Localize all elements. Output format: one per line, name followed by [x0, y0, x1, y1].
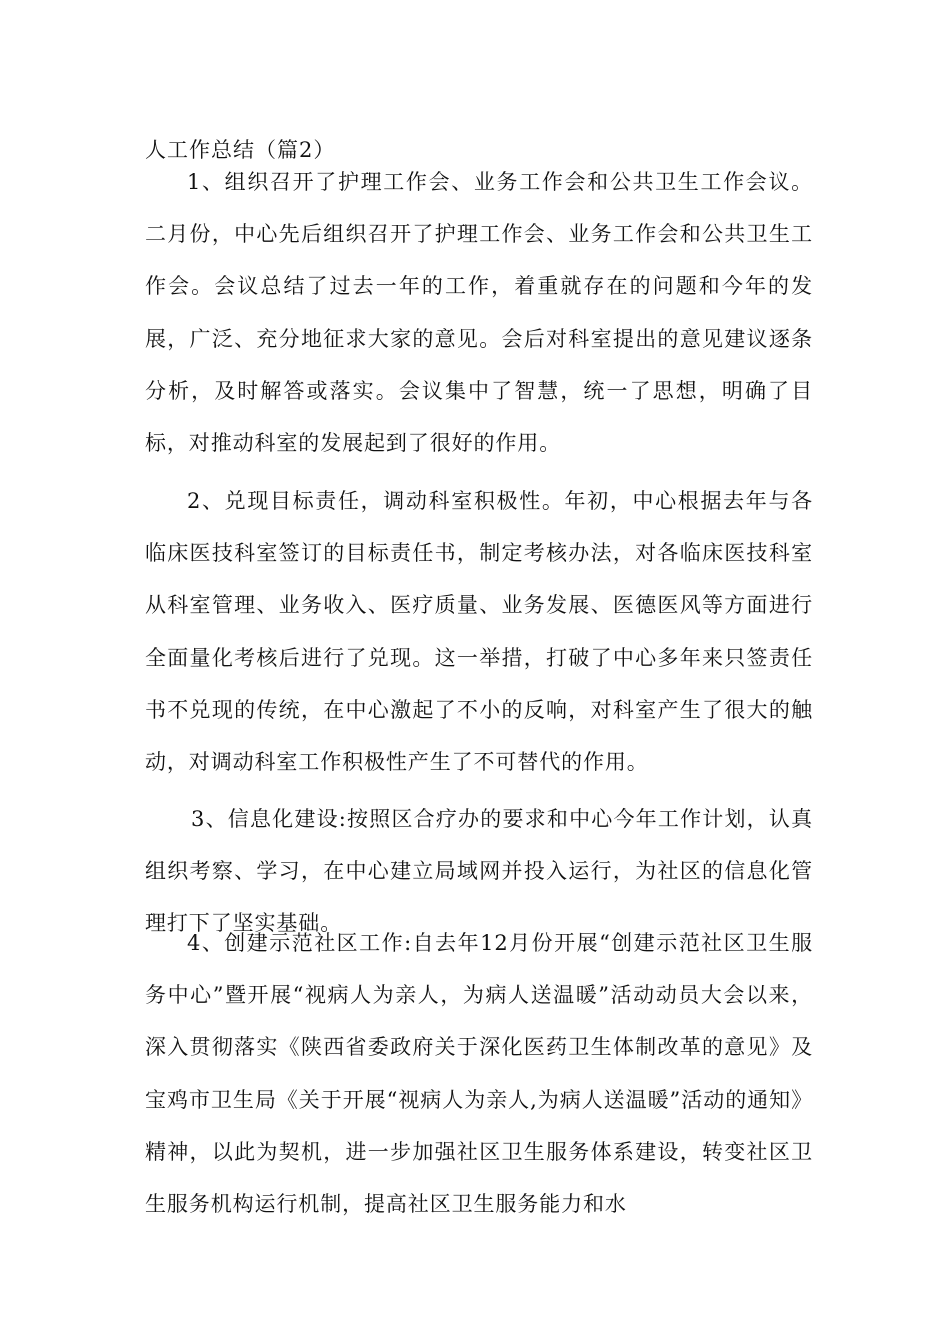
paragraph-target-responsibility: 2、兑现目标责任，调动科室积极性。年初，中心根据去年与各临床医技科室签订的目标责任书，制定考核办法，对各临床医技科室从科室管理、业务收入、医疗质量、业务发展、医德医风等方面进行全面量化考核后进行了兑现。这一举措，打破了中心多年来只签责任书不兑现的传统，在中心激起了不小的反响，对科室产生了很大的触动，对调动科室工作积极性产生了不可替代的作用。 — [145, 489, 813, 775]
paragraph-informatization: 3、信息化建设:按照区合疗办的要求和中心今年工作计划，认真组织考察、学习，在中心建立局域网并投入运行，为社区的信息化管理打下了坚实基础。 — [145, 807, 813, 936]
paragraph-meetings: 1、组织召开了护理工作会、业务工作会和公共卫生工作会议。二月份，中心先后组织召开了护理工作会、业务工作会和公共卫生工作会。会议总结了过去一年的工作，着重就存在的问题和今年的发展，广泛、充分地征求大家的意见。会后对科室提出的意见建议逐条分析，及时解答或落实。会议集中了智慧，统一了思想，明确了目标，对推动科室的发展起到了很好的作用。 — [145, 170, 813, 456]
document-title: 人工作总结（篇2） — [145, 138, 336, 162]
paragraph-model-community: 4、创建示范社区工作:自去年12月份开展“创建示范社区卫生服务中心”暨开展“视病人为亲人，为病人送温暖”活动动员大会以来，深入贯彻落实《陕西省委政府关于深化医药卫生体制改革的意见》及宝鸡市卫生局《关于开展“视病人为亲人,为病人送温暖”活动的通知》精神，以此为契机，进一步加强社区卫生服务体系建设，转变社区卫生服务机构运行机制，提高社区卫生服务能力和水 — [145, 931, 813, 1217]
